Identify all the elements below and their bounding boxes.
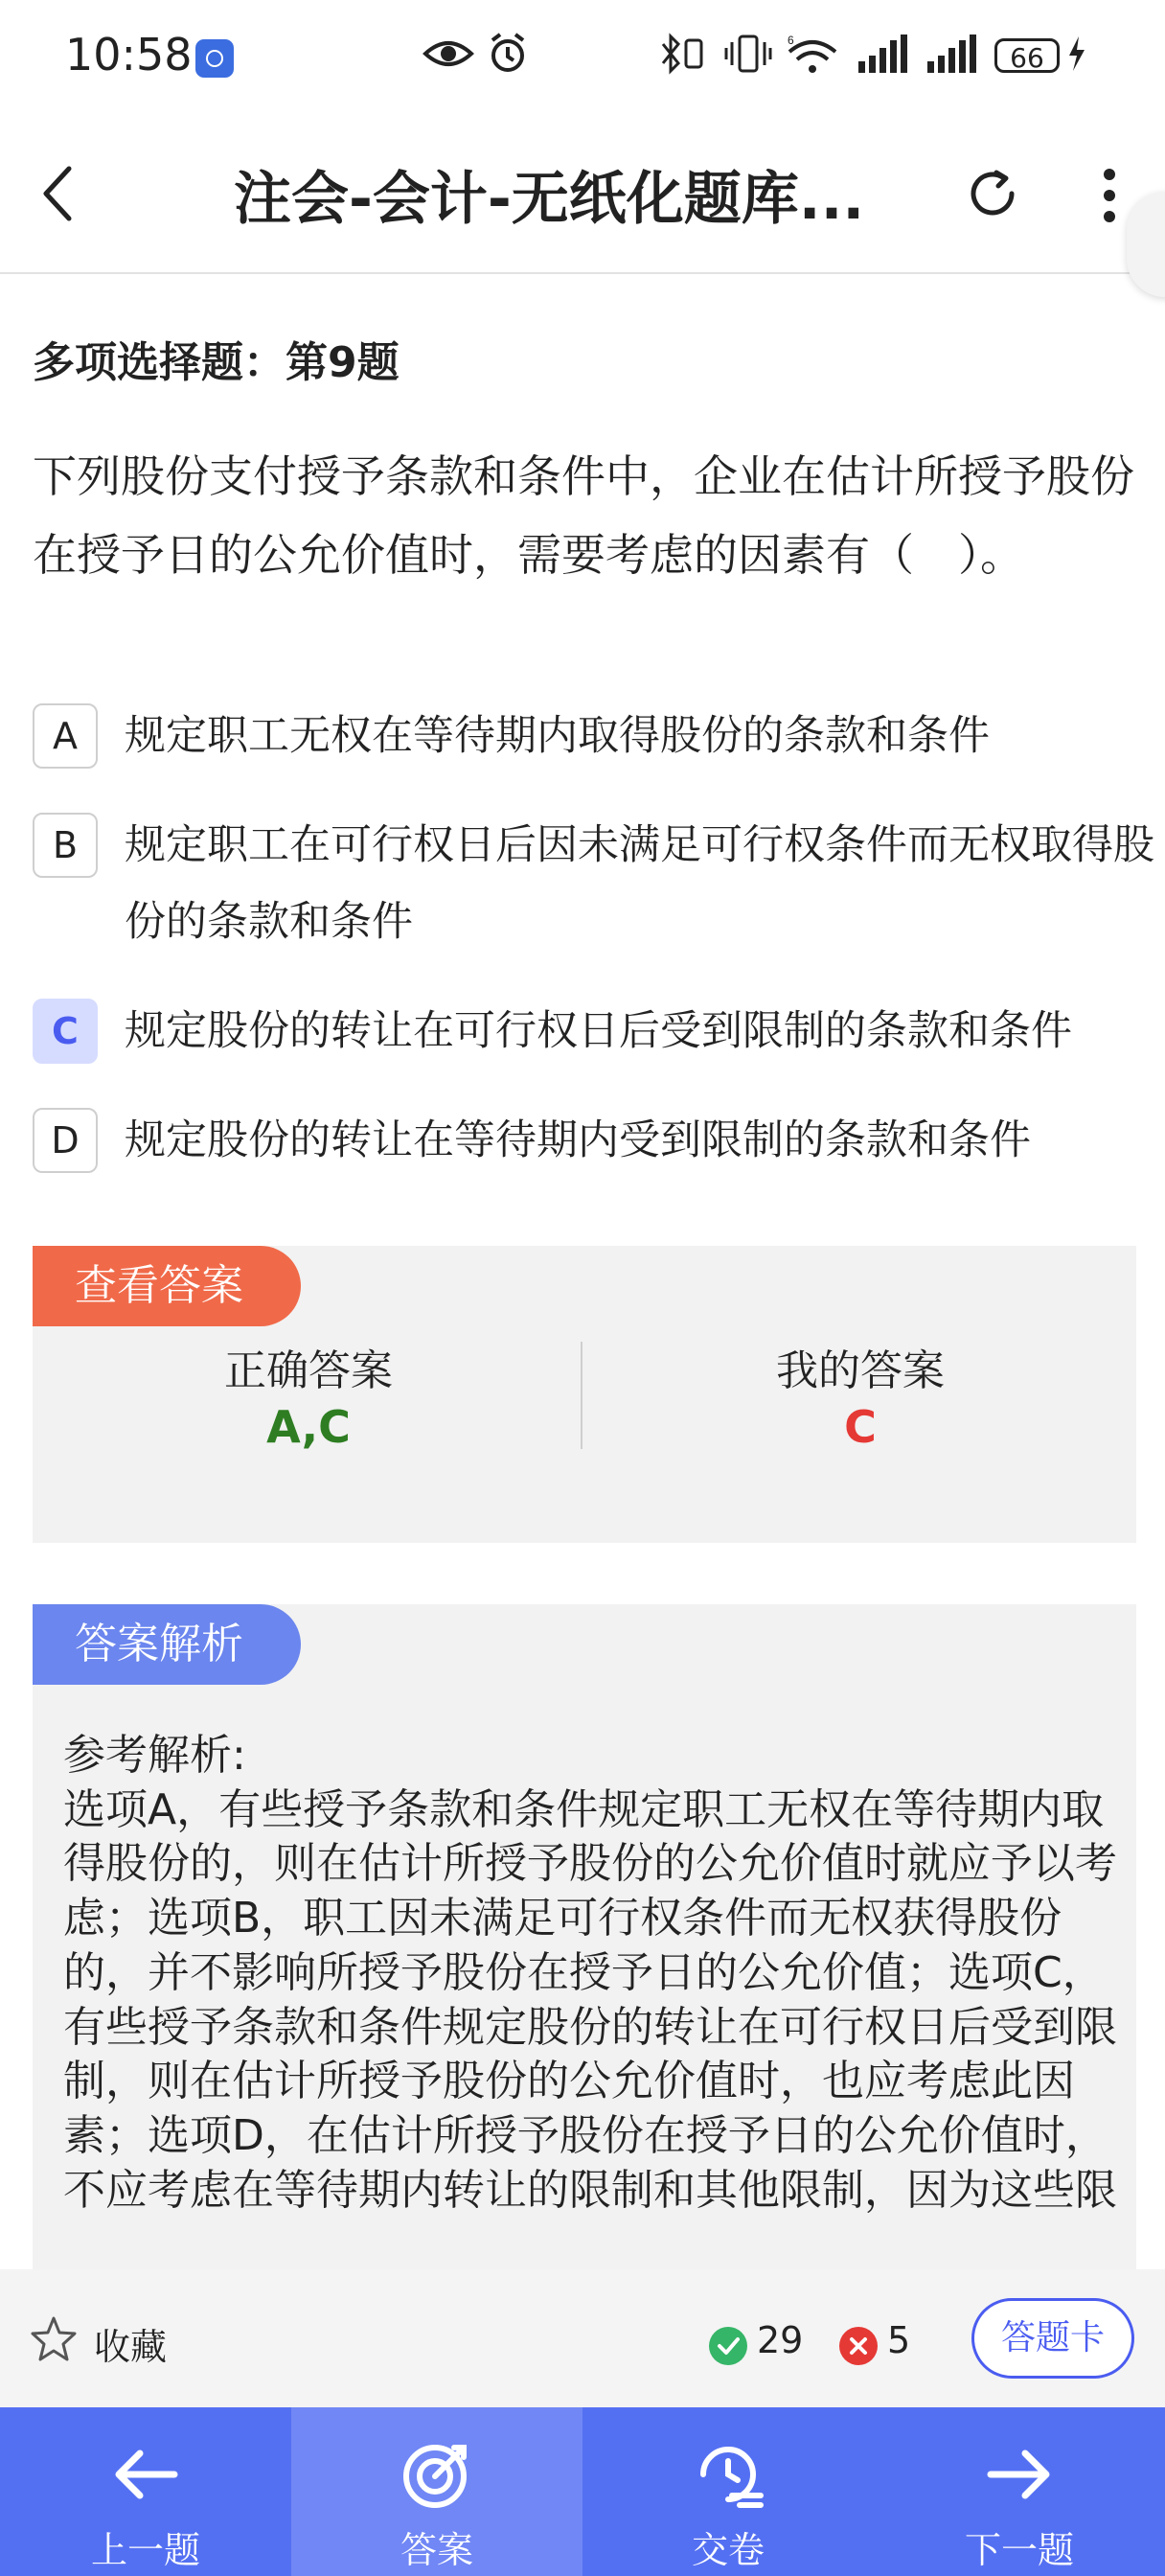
analysis-panel bbox=[33, 1604, 1136, 2275]
option-a[interactable] bbox=[33, 703, 1144, 780]
next-question-label: 下一题 bbox=[964, 2529, 1074, 2571]
app-notification-icon bbox=[195, 39, 234, 78]
check-circle-icon bbox=[709, 2327, 747, 2365]
answer-label: 答案 bbox=[400, 2529, 473, 2571]
my-answer-label: 我的答案 bbox=[776, 1346, 945, 1395]
answer-divider bbox=[581, 1342, 582, 1449]
alarm-icon bbox=[487, 33, 529, 75]
signal-icon-1 bbox=[857, 33, 910, 75]
option-letter[interactable]: B bbox=[33, 813, 98, 878]
option-text[interactable]: 规定职工无权在等待期内取得股份的条款和条件 bbox=[125, 712, 990, 760]
eye-icon bbox=[422, 33, 475, 75]
floating-assistant-avatar[interactable] bbox=[1127, 192, 1165, 297]
charging-icon bbox=[1065, 33, 1088, 75]
page-title: 注会-会计-无纸化题库... bbox=[234, 166, 865, 233]
answer-button[interactable] bbox=[291, 2407, 582, 2576]
option-text[interactable]: 规定股份的转让在可行权日后受到限制的条款和条件 bbox=[125, 1007, 1072, 1055]
arrow-left-icon bbox=[107, 2436, 184, 2513]
signal-icon-2 bbox=[925, 33, 979, 75]
prev-question-button[interactable] bbox=[0, 2407, 291, 2576]
svg-text:6: 6 bbox=[788, 34, 794, 47]
option-d[interactable] bbox=[33, 1108, 1144, 1184]
title-bar bbox=[0, 115, 1165, 274]
analysis-heading: 参考解析: bbox=[63, 1731, 246, 1780]
prev-question-label: 上一题 bbox=[90, 2529, 200, 2571]
submit-label: 交卷 bbox=[691, 2529, 765, 2571]
my-answer-column bbox=[592, 1336, 1129, 1453]
arrow-right-icon bbox=[981, 2436, 1058, 2513]
battery-indicator: 66 bbox=[994, 38, 1060, 73]
favorite-label[interactable]: 收藏 bbox=[94, 2326, 168, 2368]
status-time: 10:58 bbox=[65, 29, 193, 80]
correct-answer-value: A,C bbox=[266, 1401, 351, 1453]
next-question-button[interactable] bbox=[874, 2407, 1165, 2576]
analysis-body: 选项A，有些授予条款和条件规定职工无权在等待期内取得股份的，则在估计所授予股份的公允价值时就应予以考虑；选项B，职工因未满足可行权条件而无权获得股份的，并不影响所授予股份在授予日的公允价值；选项C，有些授予条款和条件规定股份的转让在可行权日后受到限制，则在估计所授予股份的公允价值时，也应考虑此因素；选项D，在估计所授予股份在授予日的公允价值时，不应考虑在等待期内转让的限制和其他限制，因为这些限 bbox=[63, 1784, 1117, 2215]
option-text[interactable]: 规定职工在可行权日后因未满足可行权条件而无权取得股份的条款和条件 bbox=[125, 821, 1154, 946]
answer-panel bbox=[33, 1246, 1136, 1543]
target-icon bbox=[399, 2436, 475, 2513]
option-letter[interactable]: D bbox=[33, 1108, 98, 1173]
chevron-left-icon[interactable] bbox=[38, 163, 77, 224]
analysis-tag: 答案解析 bbox=[33, 1604, 301, 1685]
clock-list-icon bbox=[690, 2436, 766, 2513]
status-bar bbox=[0, 0, 1165, 115]
status-icons bbox=[422, 33, 1111, 80]
view-answer-tag: 查看答案 bbox=[33, 1246, 301, 1326]
wrong-count: 5 bbox=[887, 2319, 911, 2361]
option-c[interactable] bbox=[33, 999, 1144, 1075]
bottom-toolbar bbox=[0, 2269, 1165, 2407]
submit-button[interactable] bbox=[582, 2407, 874, 2576]
vibrate-icon bbox=[724, 33, 772, 75]
correct-answer-column bbox=[40, 1336, 577, 1453]
star-outline-icon[interactable] bbox=[29, 2315, 79, 2363]
answer-card-button[interactable]: 答题卡 bbox=[971, 2298, 1134, 2379]
correct-count: 29 bbox=[757, 2319, 804, 2361]
wifi-icon bbox=[784, 33, 841, 75]
more-vertical-icon[interactable] bbox=[1100, 165, 1119, 226]
question-type-label: 多项选择题：第9题 bbox=[33, 338, 400, 387]
bluetooth-icon bbox=[659, 33, 713, 75]
option-letter[interactable]: A bbox=[33, 703, 98, 769]
option-b[interactable] bbox=[33, 813, 1154, 966]
option-letter[interactable]: C bbox=[33, 999, 98, 1064]
x-circle-icon bbox=[839, 2327, 878, 2365]
correct-answer-label: 正确答案 bbox=[224, 1346, 393, 1395]
my-answer-value: C bbox=[844, 1401, 877, 1453]
analysis-content bbox=[63, 1729, 1117, 2218]
option-text[interactable]: 规定股份的转让在等待期内受到限制的条款和条件 bbox=[125, 1116, 1031, 1164]
refresh-icon[interactable] bbox=[964, 165, 1021, 222]
bottom-navigation bbox=[0, 2407, 1165, 2576]
question-text: 下列股份支付授予条款和条件中，企业在估计所授予股份在授予日的公允价值时，需要考虑的因素有（ ）。 bbox=[33, 450, 1134, 581]
